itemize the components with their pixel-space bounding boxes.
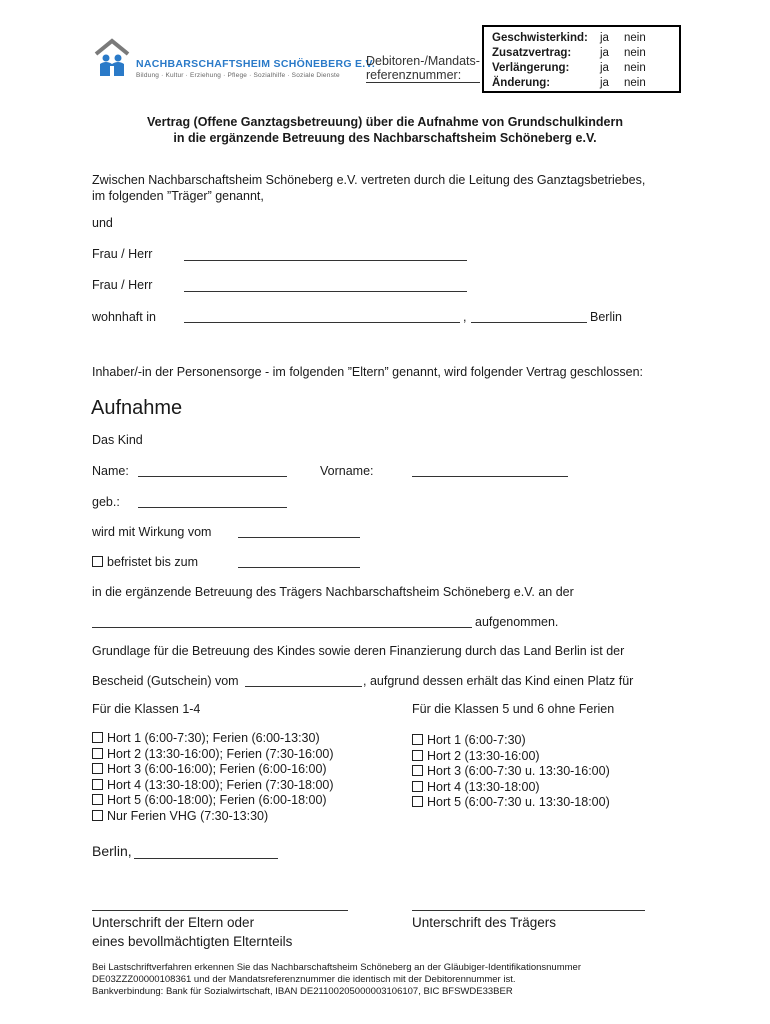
care-option-label: Hort 4 (13:30-18:00); Ferien (7:30-18:00) xyxy=(107,777,334,792)
klassen-5-6-heading: Für die Klassen 5 und 6 ohne Ferien xyxy=(412,702,615,716)
logo-tagline: Bildung · Kultur · Erziehung · Pflege · Sozialhilfe · Soziale Dienste xyxy=(136,72,340,79)
care-option[interactable] xyxy=(412,733,610,749)
residence-city: Berlin xyxy=(590,310,622,324)
care-option-checkbox[interactable] xyxy=(412,734,423,745)
child-name-field[interactable] xyxy=(138,476,287,477)
care-option-label: Hort 2 (13:30-16:00) xyxy=(427,748,540,763)
document-title xyxy=(60,114,710,146)
parents-signature-field[interactable] xyxy=(92,910,348,911)
das-kind-label: Das Kind xyxy=(92,433,143,447)
residence-comma: , xyxy=(463,310,467,324)
limited-until-checkbox[interactable] xyxy=(92,556,103,567)
postcode-field[interactable] xyxy=(471,322,587,323)
parents-signature-line1: Unterschrift der Eltern oder xyxy=(92,915,255,930)
care-option-checkbox[interactable] xyxy=(92,794,103,805)
intro-line2: im folgenden ”Träger” genannt, xyxy=(92,189,264,203)
contract-status-box xyxy=(482,25,681,93)
status-no[interactable]: nein xyxy=(624,32,646,44)
parents-signature-line2: eines bevollmächtigten Elternteils xyxy=(92,934,293,949)
betreuung-text: in die ergänzende Betreuung des Trägers Nachbarschaftsheim Schöneberg e.V. an der xyxy=(92,585,574,599)
care-option-checkbox[interactable] xyxy=(412,781,423,792)
status-no[interactable]: nein xyxy=(624,77,646,89)
title-line1: Vertrag (Offene Ganztagsbetreuung) über die Aufnahme von Grundschulkindern xyxy=(147,115,623,129)
logo-house-icon xyxy=(92,38,132,82)
care-option-checkbox[interactable] xyxy=(412,750,423,761)
person1-field[interactable] xyxy=(184,260,467,261)
bescheid-date-field[interactable] xyxy=(245,686,362,687)
care-option-label: Hort 1 (6:00-7:30) xyxy=(427,733,526,747)
care-option-label: Hort 4 (13:30-18:00) xyxy=(427,779,540,794)
klassen-5-6-options xyxy=(412,733,610,811)
status-yes[interactable]: ja xyxy=(600,62,609,74)
logo xyxy=(92,38,376,83)
start-date-label: wird mit Wirkung vom xyxy=(92,525,212,539)
care-option[interactable] xyxy=(92,809,334,825)
care-option-checkbox[interactable] xyxy=(92,748,103,759)
child-firstname-label: Vorname: xyxy=(320,464,374,478)
parties-closing: Inhaber/-in der Personensorge - im folgenden ”Eltern” genannt, wird folgender Vertrag geschlossen: xyxy=(92,365,644,379)
klassen-1-4-heading: Für die Klassen 1-4 xyxy=(92,702,201,716)
care-option-checkbox[interactable] xyxy=(92,810,103,821)
signature-place-label: Berlin, xyxy=(92,843,132,859)
aufgenommen-text: aufgenommen. xyxy=(475,615,559,629)
status-no[interactable]: nein xyxy=(624,62,646,74)
status-row xyxy=(492,31,673,46)
care-option[interactable] xyxy=(92,793,334,809)
logo-name: NACHBARSCHAFTSHEIM SCHÖNEBERG E.V. xyxy=(136,58,376,70)
status-label: Geschwisterkind: xyxy=(492,32,588,44)
carrier-signature-field[interactable] xyxy=(412,910,645,911)
care-option-checkbox[interactable] xyxy=(92,763,103,774)
section-heading-aufnahme: Aufnahme xyxy=(91,397,183,419)
grundlage-text: Grundlage für die Betreuung des Kindes sowie deren Finanzierung durch das Land Berlin ist der xyxy=(92,644,625,658)
care-option[interactable] xyxy=(92,762,334,778)
care-option-label: Hort 3 (6:00-16:00); Ferien (6:00-16:00) xyxy=(107,762,327,776)
parents-signature-label xyxy=(92,913,292,951)
status-yes[interactable]: ja xyxy=(600,47,609,59)
birthdate-field[interactable] xyxy=(138,507,287,508)
bescheid-suffix: , aufgrund dessen erhält das Kind einen Platz für xyxy=(363,674,634,688)
status-no[interactable]: nein xyxy=(624,47,646,59)
status-row xyxy=(492,76,673,91)
address-field[interactable] xyxy=(184,322,460,323)
signature-date-field[interactable] xyxy=(134,858,278,859)
care-option-label: Hort 5 (6:00-18:00); Ferien (6:00-18:00) xyxy=(107,793,327,807)
end-date-field[interactable] xyxy=(238,567,360,568)
reference-number-label xyxy=(366,54,480,83)
person2-field[interactable] xyxy=(184,291,467,292)
person1-label: Frau / Herr xyxy=(92,247,153,261)
footer-notice xyxy=(92,962,712,998)
status-label: Verlängerung: xyxy=(492,62,570,74)
footer-line3: Bankverbindung: Bank für Sozialwirtschaft, IBAN DE21100205000003106107, BIC BFSWDE33BER xyxy=(92,986,513,997)
bescheid-prefix: Bescheid (Gutschein) vom xyxy=(92,674,239,688)
care-option-label: Nur Ferien VHG (7:30-13:30) xyxy=(107,808,269,823)
child-name-label: Name: xyxy=(92,464,129,478)
limited-until xyxy=(92,555,198,569)
carrier-signature-label: Unterschrift des Trägers xyxy=(412,915,557,930)
care-option[interactable] xyxy=(412,749,610,765)
care-option-label: Hort 2 (13:30-16:00); Ferien (7:30-16:00) xyxy=(107,746,334,761)
reference-label-line2: referenznummer: xyxy=(366,68,480,83)
care-option-checkbox[interactable] xyxy=(412,796,423,807)
status-yes[interactable]: ja xyxy=(600,77,609,89)
care-option[interactable] xyxy=(92,747,334,763)
care-option[interactable] xyxy=(92,731,334,747)
und-label: und xyxy=(92,216,113,230)
birthdate-label: geb.: xyxy=(92,495,120,509)
footer-line2: DE03ZZZ00000108361 und der Mandatsreferenznummer die identisch mit der Debitorennummer ist. xyxy=(92,974,516,985)
limited-until-label: befristet bis zum xyxy=(107,555,199,569)
title-line2: in die ergänzende Betreuung des Nachbarschaftsheim Schöneberg e.V. xyxy=(173,131,597,145)
child-firstname-field[interactable] xyxy=(412,476,568,477)
care-option-checkbox[interactable] xyxy=(92,779,103,790)
status-label: Änderung: xyxy=(492,77,551,89)
care-option[interactable] xyxy=(92,778,334,794)
person2-label: Frau / Herr xyxy=(92,278,153,292)
care-option[interactable] xyxy=(412,764,610,780)
care-option-label: Hort 1 (6:00-7:30); Ferien (6:00-13:30) xyxy=(107,731,320,745)
care-option[interactable] xyxy=(412,795,610,811)
status-yes[interactable]: ja xyxy=(600,32,609,44)
start-date-field[interactable] xyxy=(238,537,360,538)
status-row xyxy=(492,46,673,61)
residence-label: wohnhaft in xyxy=(92,310,156,324)
reference-label-line1: Debitoren-/Mandats- xyxy=(366,54,480,68)
care-option-label: Hort 5 (6:00-7:30 u. 13:30-18:00) xyxy=(427,795,610,809)
care-option-label: Hort 3 (6:00-7:30 u. 13:30-16:00) xyxy=(427,764,610,778)
status-row xyxy=(492,61,673,76)
school-field[interactable] xyxy=(92,627,472,628)
care-option-checkbox[interactable] xyxy=(92,732,103,743)
care-option-checkbox[interactable] xyxy=(412,765,423,776)
footer-line1: Bei Lastschriftverfahren erkennen Sie das Nachbarschaftsheim Schöneberg an der Gläubiger-Identifikationsnummer xyxy=(92,962,581,973)
status-label: Zusatzvertrag: xyxy=(492,47,572,59)
care-option[interactable] xyxy=(412,780,610,796)
parties-intro xyxy=(92,172,692,204)
intro-line1: Zwischen Nachbarschaftsheim Schöneberg e.V. vertreten durch die Leitung des Ganztagsbetriebes, xyxy=(92,173,646,187)
klassen-1-4-options xyxy=(92,731,334,824)
